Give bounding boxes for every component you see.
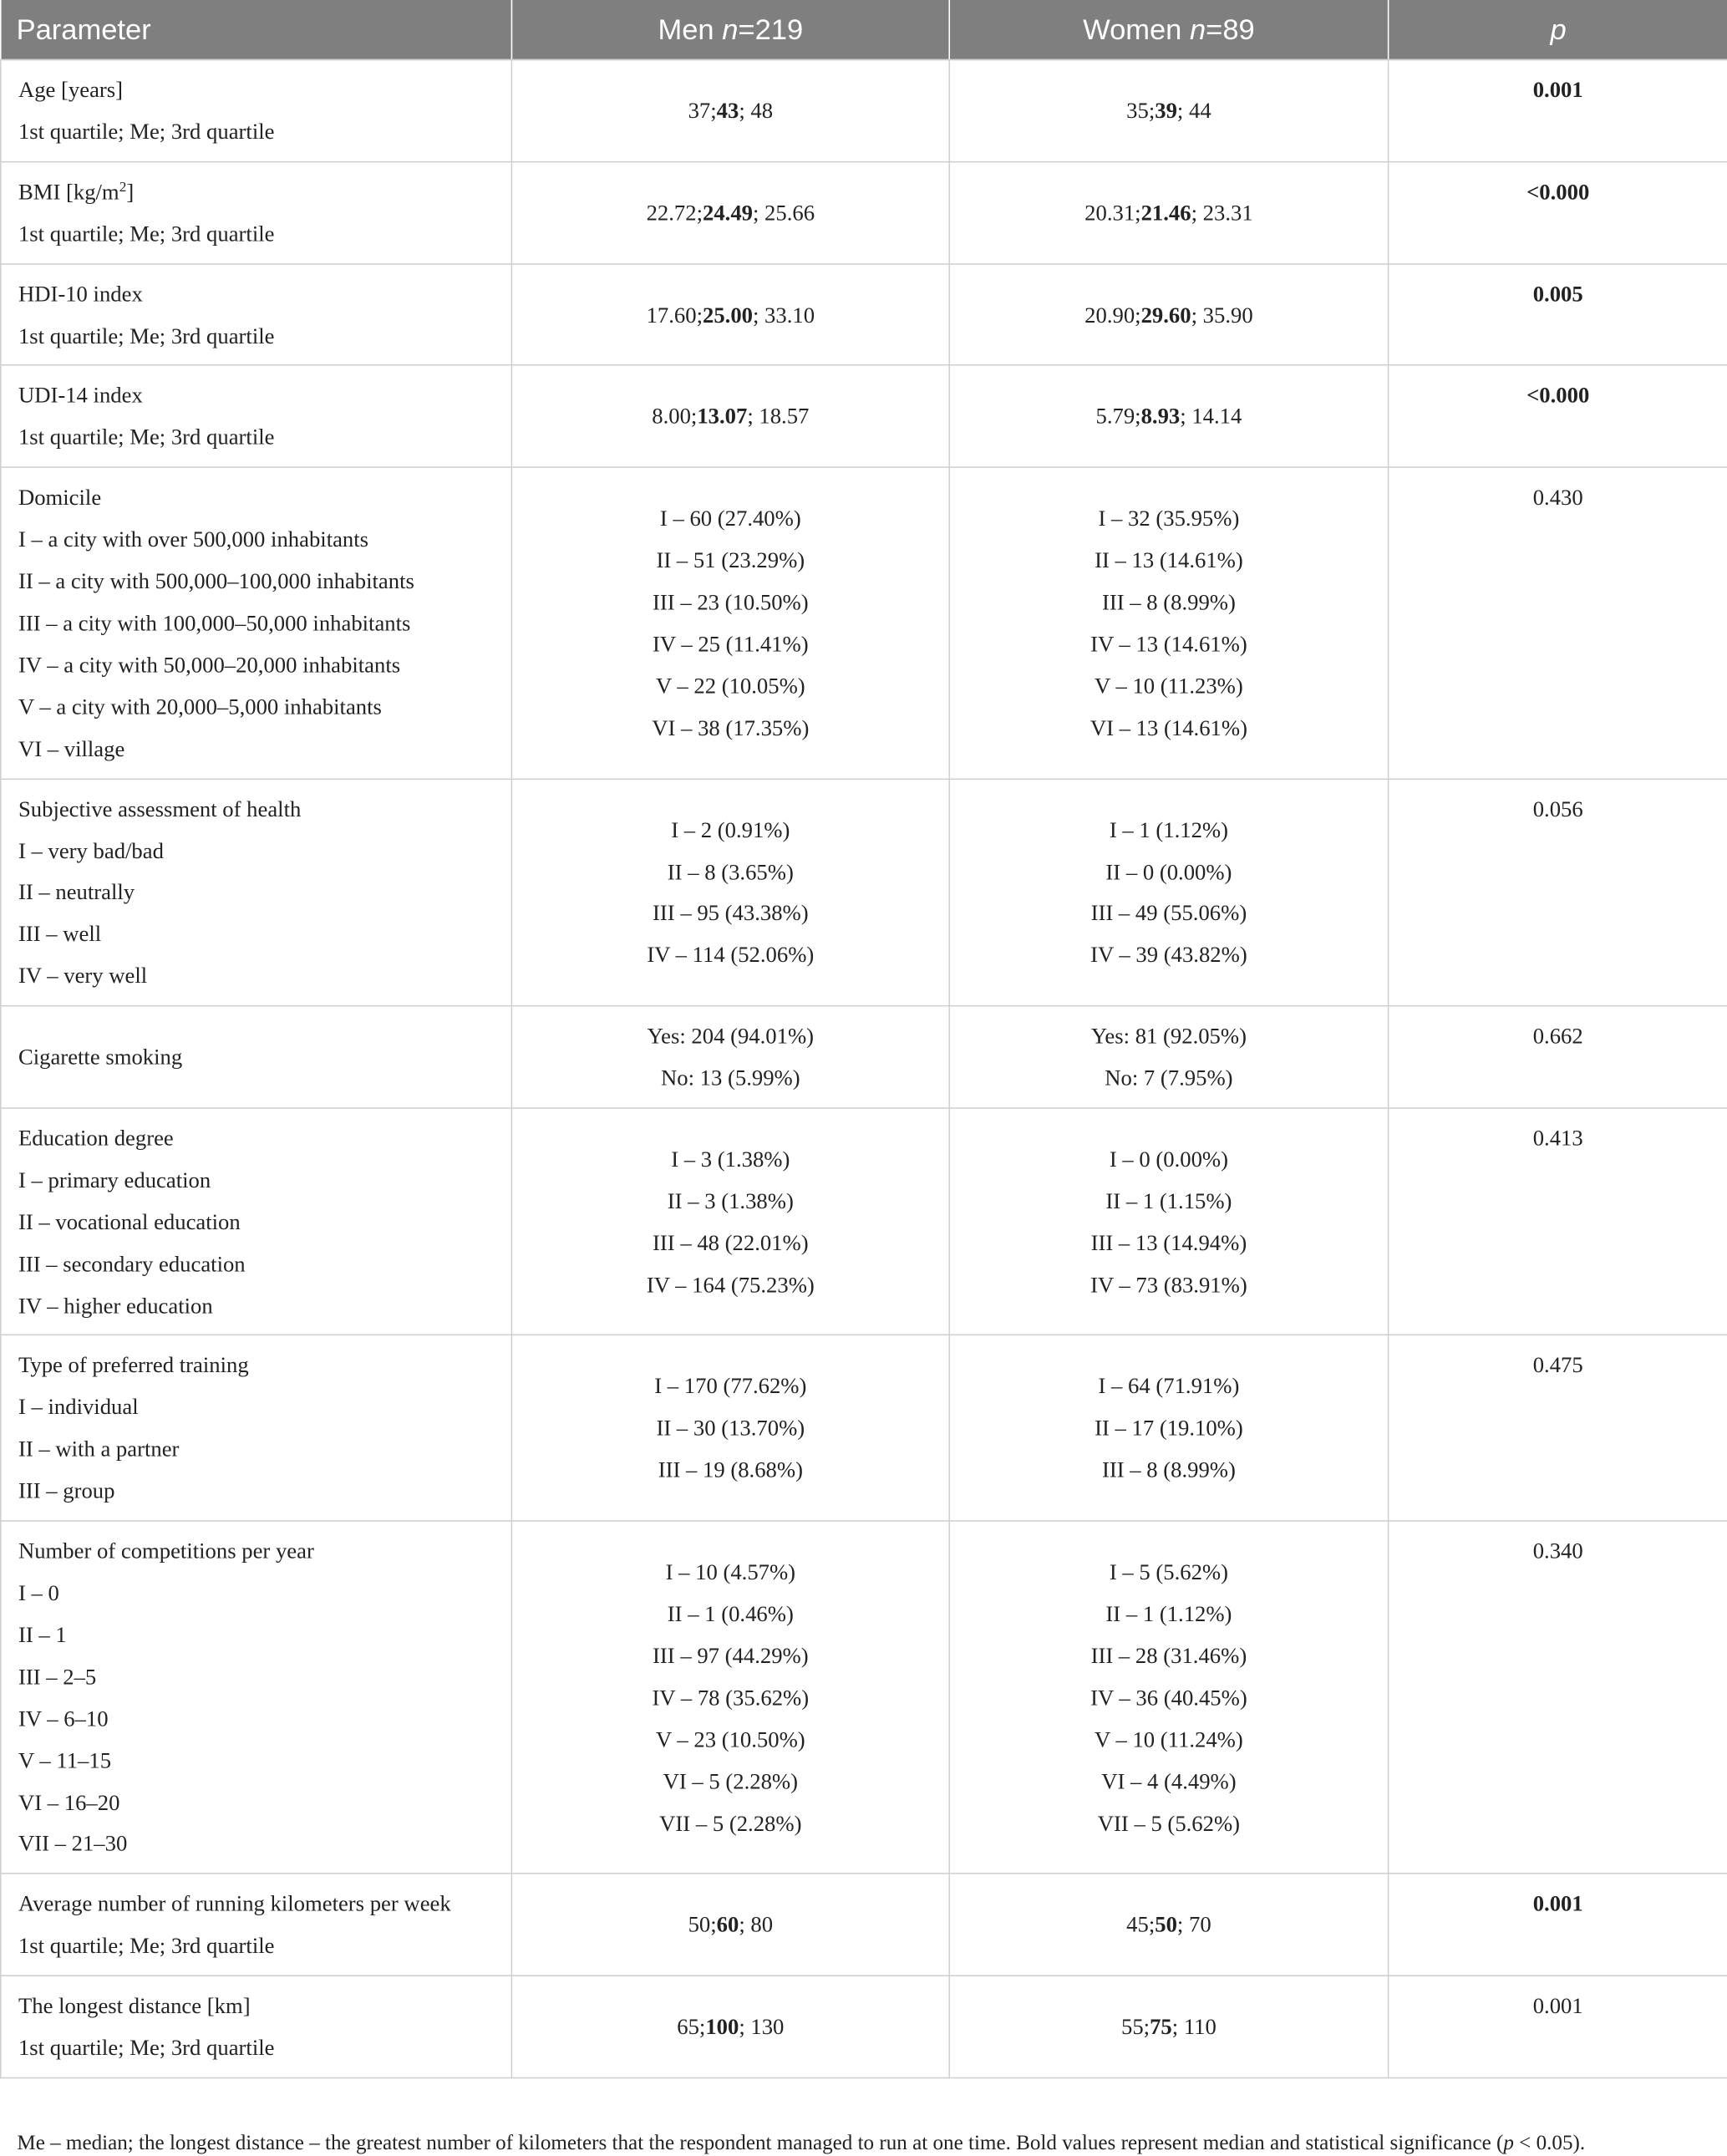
row-option: I – a city with over 500,000 inhabitants: [18, 526, 369, 552]
table-row-hdi: [1, 263, 1727, 365]
women-count: I – 0 (0.00%): [1109, 1147, 1229, 1172]
men-q1: 37;: [688, 98, 717, 124]
men-value-cell: [511, 263, 949, 365]
women-median: 75: [1150, 2014, 1172, 2040]
women-value-cell: [949, 1521, 1388, 1874]
men-value-cell: [511, 59, 949, 161]
row-option: IV – higher education: [18, 1293, 213, 1319]
p-value: 0.056: [1532, 796, 1583, 821]
men-count: I – 60 (27.40%): [659, 506, 801, 531]
women-count: III – 28 (31.46%): [1090, 1643, 1247, 1669]
men-value-cell: [511, 161, 949, 263]
men-count: II – 3 (1.38%): [667, 1188, 794, 1214]
women-count: II – 0 (0.00%): [1105, 859, 1232, 884]
women-count: II – 13 (14.61%): [1095, 547, 1243, 573]
men-q1: 50;: [688, 1912, 717, 1938]
row-option: III – secondary education: [18, 1251, 246, 1276]
men-count: III – 23 (10.50%): [653, 589, 809, 615]
row-label: HDI-10 index: [18, 281, 143, 307]
row-option: IV – very well: [18, 964, 148, 989]
row-label: Subjective assessment of health: [18, 796, 302, 821]
men-count: I – 3 (1.38%): [671, 1147, 790, 1172]
row-label: Education degree: [18, 1126, 174, 1151]
men-q1: 22.72;: [646, 200, 703, 226]
women-value-cell: [949, 1975, 1388, 2077]
women-count: VI – 13 (14.61%): [1090, 714, 1247, 740]
p-value: <0.000: [1526, 383, 1590, 409]
women-value-cell: [949, 365, 1388, 467]
table-footnote: [0, 2133, 1727, 2156]
women-count: II – 17 (19.10%): [1095, 1416, 1243, 1442]
women-count: No: 7 (7.95%): [1105, 1065, 1233, 1091]
row-option: I – 0: [18, 1580, 59, 1606]
women-value-cell: [949, 59, 1388, 161]
women-count: IV – 73 (83.91%): [1090, 1272, 1247, 1298]
men-count: IV – 78 (35.62%): [652, 1685, 810, 1711]
men-q3: ; 25.66: [752, 200, 815, 226]
women-q3: ; 23.31: [1191, 200, 1253, 226]
row-label-cell: [1, 263, 512, 365]
women-count: I – 64 (71.91%): [1098, 1374, 1240, 1400]
row-label: Cigarette smoking: [18, 1045, 183, 1070]
men-count: I – 170 (77.62%): [654, 1374, 807, 1400]
header-parameter: [1, 0, 512, 59]
women-count: IV – 13 (14.61%): [1090, 631, 1247, 657]
p-value-cell: [1389, 1006, 1727, 1108]
women-median: 39: [1155, 98, 1177, 124]
row-label: UDI-14 index: [18, 383, 143, 409]
p-value: 0.001: [1532, 77, 1583, 103]
row-label-cell: [1, 161, 512, 263]
row-label-cell: [1, 59, 512, 161]
p-value-cell: [1389, 1874, 1727, 1975]
women-q1: 45;: [1126, 1912, 1156, 1938]
row-option: II – vocational education: [18, 1209, 241, 1234]
men-count: IV – 164 (75.23%): [646, 1272, 815, 1298]
p-value-cell: [1389, 1521, 1727, 1874]
men-count: II – 1 (0.46%): [667, 1601, 794, 1627]
women-median: 50: [1155, 1912, 1177, 1938]
header-parameter-label: Parameter: [16, 12, 151, 46]
p-value-cell: [1389, 1975, 1727, 2077]
p-value-cell: [1389, 467, 1727, 778]
women-count: IV – 36 (40.45%): [1090, 1685, 1247, 1711]
row-option: III – well: [18, 922, 102, 947]
women-count: I – 5 (5.62%): [1109, 1559, 1229, 1585]
row-sublabel: 1st quartile; Me; 3rd quartile: [18, 2035, 275, 2061]
men-median: 60: [716, 1912, 739, 1938]
men-q3: ; 80: [739, 1912, 774, 1938]
row-option: II – a city with 500,000–100,000 inhabitants: [18, 568, 414, 594]
header-men-n: n: [722, 12, 739, 46]
men-q3: ; 33.10: [752, 302, 815, 328]
row-option: III – 2–5: [18, 1664, 97, 1690]
row-option: II – with a partner: [18, 1436, 180, 1462]
men-count: II – 8 (3.65%): [667, 859, 794, 884]
men-count: VII – 5 (2.28%): [659, 1810, 802, 1836]
header-women: [949, 0, 1388, 59]
women-q3: ; 44: [1176, 98, 1211, 124]
women-value-cell: [949, 161, 1388, 263]
row-option: IV – a city with 50,000–20,000 inhabitants: [18, 652, 401, 678]
women-value-cell: [949, 467, 1388, 778]
row-label-cell: [1, 1006, 512, 1108]
header-women-count: =89: [1206, 12, 1255, 46]
women-count: I – 1 (1.12%): [1109, 816, 1229, 842]
row-label-superscript: 2: [119, 179, 127, 196]
row-label: [18, 171, 511, 213]
men-median: 43: [716, 98, 739, 124]
row-option: IV – 6–10: [18, 1706, 109, 1731]
men-count: II – 51 (23.29%): [656, 547, 805, 573]
row-label: Age [years]: [18, 77, 124, 103]
p-value: 0.001: [1532, 1993, 1583, 2019]
row-label-cell: [1, 1975, 512, 2077]
row-option: VI – village: [18, 735, 125, 761]
table-row-smoking: [1, 1006, 1727, 1108]
men-q1: 8.00;: [652, 404, 698, 430]
men-value-cell: [511, 1006, 949, 1108]
p-value: 0.662: [1532, 1024, 1583, 1049]
table-row-competitions: [1, 1521, 1727, 1874]
p-value-cell: [1389, 59, 1727, 161]
men-median: 25.00: [703, 302, 753, 328]
p-value-cell: [1389, 779, 1727, 1006]
women-q3: ; 110: [1171, 2014, 1217, 2040]
women-count: II – 1 (1.15%): [1105, 1188, 1232, 1214]
men-value-cell: [511, 1874, 949, 1975]
men-value-cell: [511, 365, 949, 467]
men-count: Yes: 204 (94.01%): [647, 1024, 815, 1049]
p-value: 0.475: [1532, 1353, 1583, 1379]
p-value-cell: [1389, 263, 1727, 365]
header-men-count: =219: [738, 12, 804, 46]
row-label-cell: [1, 365, 512, 467]
row-sublabel: 1st quartile; Me; 3rd quartile: [18, 425, 275, 450]
women-q1: 20.31;: [1084, 200, 1141, 226]
p-value: 0.340: [1532, 1538, 1583, 1564]
row-label: Type of preferred training: [18, 1353, 249, 1379]
table-row-running-km: [1, 1874, 1727, 1975]
p-value: 0.005: [1532, 281, 1583, 307]
row-label-cell: [1, 1335, 512, 1521]
table-row-longest-distance: [1, 1975, 1727, 2077]
row-label-cell: [1, 1108, 512, 1335]
women-value-cell: [949, 1874, 1388, 1975]
women-count: Yes: 81 (92.05%): [1090, 1024, 1247, 1049]
women-count: III – 49 (55.06%): [1090, 901, 1247, 926]
header-women-label: Women: [1083, 12, 1190, 46]
row-label: The longest distance [km]: [18, 1993, 251, 2019]
men-q1: 65;: [677, 2014, 706, 2040]
men-count: III – 19 (8.68%): [658, 1457, 803, 1483]
women-value-cell: [949, 263, 1388, 365]
row-label-end: ]: [126, 179, 135, 205]
row-option: I – very bad/bad: [18, 837, 164, 863]
header-p: [1389, 0, 1727, 59]
men-value-cell: [511, 1108, 949, 1335]
women-count: IV – 39 (43.82%): [1090, 943, 1247, 968]
row-sublabel: 1st quartile; Me; 3rd quartile: [18, 323, 275, 348]
women-value-cell: [949, 1335, 1388, 1521]
table-row-health: [1, 779, 1727, 1006]
men-q3: ; 48: [739, 98, 774, 124]
women-q3: ; 70: [1176, 1912, 1211, 1938]
header-men: [511, 0, 949, 59]
men-count: V – 22 (10.05%): [655, 673, 805, 699]
p-value-cell: [1389, 365, 1727, 467]
table-row-bmi: [1, 161, 1727, 263]
men-count: IV – 25 (11.41%): [653, 631, 809, 657]
footnote-text-end: < 0.05).: [1513, 2132, 1586, 2155]
men-count: No: 13 (5.99%): [661, 1065, 800, 1091]
row-option: V – 11–15: [18, 1747, 112, 1773]
women-value-cell: [949, 1006, 1388, 1108]
women-q1: 55;: [1120, 2014, 1150, 2040]
men-median: 24.49: [703, 200, 753, 226]
women-q1: 35;: [1126, 98, 1156, 124]
p-value: 0.001: [1532, 1891, 1583, 1917]
table-header: [1, 0, 1727, 59]
men-value-cell: [511, 1335, 949, 1521]
row-sublabel: 1st quartile; Me; 3rd quartile: [18, 1933, 275, 1959]
women-count: III – 8 (8.99%): [1101, 589, 1236, 615]
row-label-text: BMI [kg/m: [18, 179, 119, 205]
men-count: I – 10 (4.57%): [665, 1559, 796, 1585]
row-label-cell: [1, 779, 512, 1006]
men-count: II – 30 (13.70%): [656, 1416, 805, 1442]
men-count: III – 95 (43.38%): [653, 901, 809, 926]
women-q1: 20.90;: [1084, 302, 1141, 328]
row-option: VII – 21–30: [18, 1831, 128, 1857]
men-count: VI – 5 (2.28%): [663, 1768, 799, 1794]
row-option: VI – 16–20: [18, 1789, 120, 1815]
men-median: 100: [705, 2014, 739, 2040]
row-label-cell: [1, 1521, 512, 1874]
row-option: I – individual: [18, 1395, 139, 1421]
p-value-cell: [1389, 1108, 1727, 1335]
p-value: 0.413: [1532, 1126, 1583, 1151]
table-row-domicile: [1, 467, 1727, 778]
women-count: V – 10 (11.24%): [1095, 1726, 1243, 1752]
row-sublabel: 1st quartile; Me; 3rd quartile: [18, 221, 275, 247]
women-q1: 5.79;: [1095, 404, 1141, 430]
p-value-cell: [1389, 161, 1727, 263]
footnote-text: Me – median; the longest distance – the greatest number of kilometers that the respondent managed to run at one time. Bold values represent median and statistical significance (: [17, 2132, 1504, 2155]
row-option: III – a city with 100,000–50,000 inhabitants: [18, 610, 411, 636]
women-median: 8.93: [1140, 404, 1181, 430]
p-value-cell: [1389, 1335, 1727, 1521]
table-row-training: [1, 1335, 1727, 1521]
header-women-n: n: [1189, 12, 1206, 46]
row-sublabel: 1st quartile; Me; 3rd quartile: [18, 119, 275, 145]
women-count: III – 13 (14.94%): [1090, 1230, 1247, 1256]
men-count: VI – 38 (17.35%): [652, 714, 810, 740]
row-label: Number of competitions per year: [18, 1538, 314, 1564]
men-count: IV – 114 (52.06%): [647, 943, 815, 968]
women-q3: ; 14.14: [1180, 404, 1242, 430]
women-count: VI – 4 (4.49%): [1101, 1768, 1237, 1794]
row-label: Domicile: [18, 485, 102, 511]
row-option: III – group: [18, 1478, 115, 1504]
row-option: II – neutrally: [18, 879, 135, 905]
footnote-p: p: [1503, 2132, 1514, 2155]
table-row-age: [1, 59, 1727, 161]
women-value-cell: [949, 779, 1388, 1006]
men-count: III – 97 (44.29%): [653, 1643, 809, 1669]
women-count: VII – 5 (5.62%): [1097, 1810, 1241, 1836]
row-option: II – 1: [18, 1622, 67, 1648]
men-value-cell: [511, 1521, 949, 1874]
men-count: III – 48 (22.01%): [653, 1230, 809, 1256]
women-count: II – 1 (1.12%): [1105, 1601, 1232, 1627]
men-value-cell: [511, 779, 949, 1006]
row-option: V – a city with 20,000–5,000 inhabitants: [18, 694, 382, 720]
men-q3: ; 18.57: [747, 404, 810, 430]
men-value-cell: [511, 467, 949, 778]
header-men-label: Men: [658, 12, 723, 46]
women-value-cell: [949, 1108, 1388, 1335]
row-option: I – primary education: [18, 1167, 211, 1192]
p-value: <0.000: [1526, 179, 1590, 205]
table-row-udi: [1, 365, 1727, 467]
men-q1: 17.60;: [646, 302, 703, 328]
men-median: 13.07: [697, 404, 748, 430]
row-label-cell: [1, 467, 512, 778]
men-q3: ; 130: [739, 2014, 785, 2040]
row-label: Average number of running kilometers per week: [18, 1891, 451, 1917]
women-count: III – 8 (8.99%): [1101, 1457, 1236, 1483]
men-count: I – 2 (0.91%): [671, 816, 790, 842]
women-median: 29.60: [1140, 302, 1191, 328]
women-count: V – 10 (11.23%): [1095, 673, 1243, 699]
men-value-cell: [511, 1975, 949, 2077]
row-label-cell: [1, 1874, 512, 1975]
women-count: I – 32 (35.95%): [1098, 506, 1240, 531]
women-q3: ; 35.90: [1191, 302, 1253, 328]
table-body: [1, 59, 1727, 2077]
women-median: 21.46: [1140, 200, 1191, 226]
p-value: 0.430: [1532, 485, 1583, 511]
men-count: V – 23 (10.50%): [655, 1726, 805, 1752]
table-row-education: [1, 1108, 1727, 1335]
header-p-label: p: [1550, 12, 1567, 46]
